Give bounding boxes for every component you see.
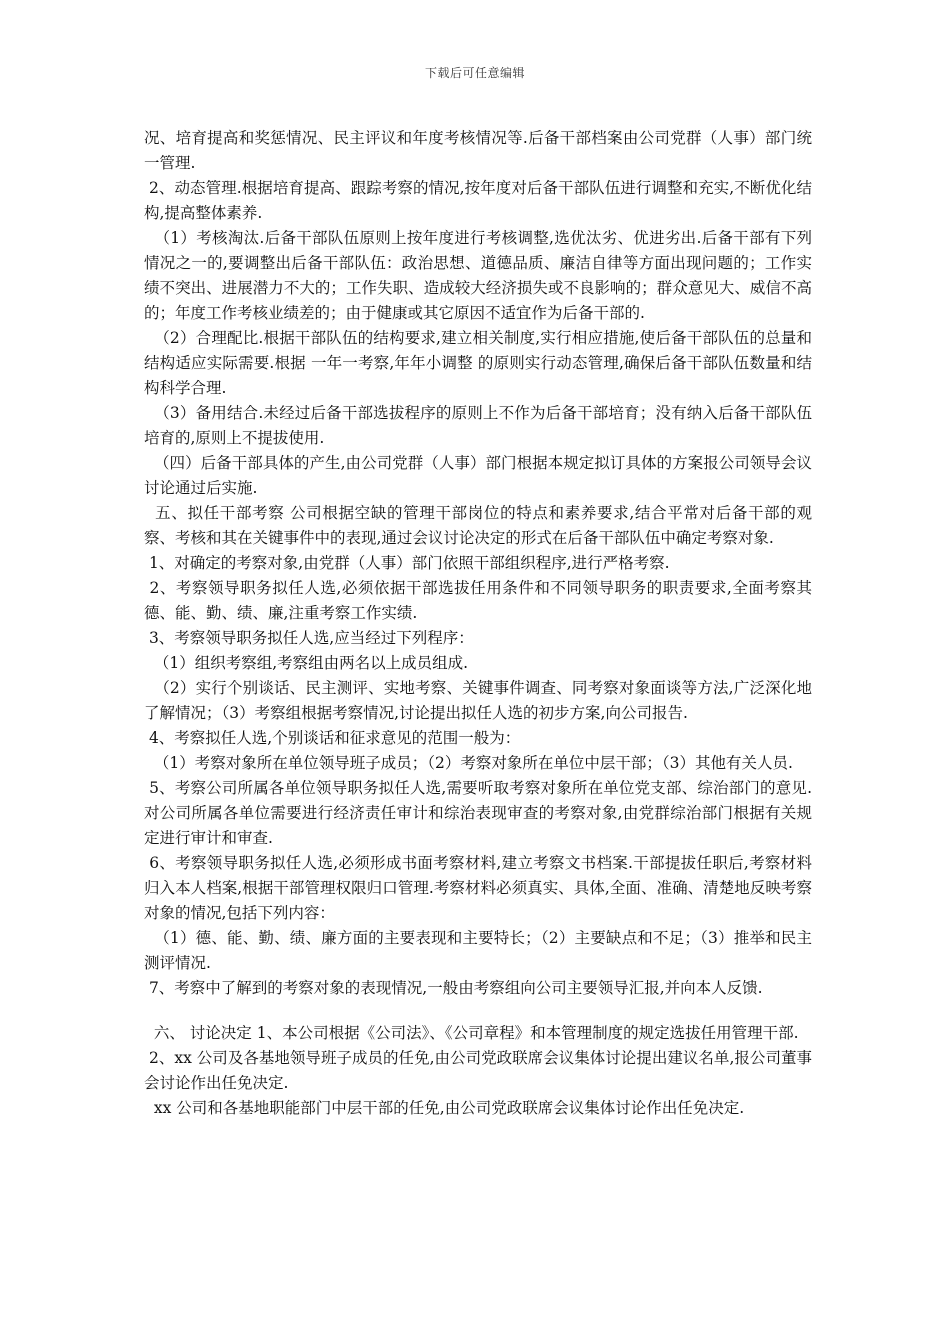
document-body <box>144 126 812 1121</box>
paragraph: 4、考察拟任人选,个别谈话和征求意见的范围一般为： <box>144 729 521 747</box>
paragraph: （2）合理配比.根据干部队伍的结构要求,建立相关制度,实行相应措施,使后备干部队伍的总量和结构适应实际需要.根据 一年一考察,年年小调整 的原则实行动态管理,确保后备干部队伍数量和结构科学合理. <box>144 329 812 397</box>
paragraph: 2、xx 公司及各基地领导班子成员的任免,由公司党政联席会议集体讨论提出建议名单,报公司董事会讨论作出任免决定. <box>144 1049 812 1092</box>
paragraph: （2）实行个别谈话、民主测评、实地考察、关键事件调查、同考察对象面谈等方法,广泛深化地了解情况；（3）考察组根据考察情况,讨论提出拟任人选的初步方案,向公司报告. <box>144 679 812 722</box>
section-heading-paragraph: 六、 讨论决定 1、本公司根据《公司法》、《公司章程》和本管理制度的规定选拔任用管理干部. <box>144 1024 799 1042</box>
paragraph: 1、对确定的考察对象,由党群（人事）部门依照干部组织程序,进行严格考察. <box>144 554 670 572</box>
paragraph: （四）后备干部具体的产生,由公司党群（人事）部门根据本规定拟订具体的方案报公司领导会议讨论通过后实施. <box>144 454 813 497</box>
paragraph: （1）组织考察组,考察组由两名以上成员组成. <box>144 654 469 672</box>
paragraph: （3）备用结合.未经过后备干部选拔程序的原则上不作为后备干部培育；没有纳入后备干部队伍培育的,原则上不提拔使用. <box>144 404 812 447</box>
paragraph: 6、考察领导职务拟任人选,必须形成书面考察材料,建立考察文书档案.干部提拔任职后,考察材料归入本人档案,根据干部管理权限归口管理.考察材料必须真实、具体,全面、准确、清楚地反映考察对象的情况,包括下列内容： <box>144 854 812 922</box>
paragraph: （1）考核淘汰.后备干部队伍原则上按年度进行考核调整,选优汰劣、优进劣出.后备干部有下列情况之一的,要调整出后备干部队伍：政治思想、道德品质、廉洁自律等方面出现问题的；工作实绩不突出、进展潜力不大的；工作失职、造成较大经济损失或不良影响的；群众意见大、威信不高的；年度工作考核业绩差的；由于健康或其它原因不适宜作为后备干部的. <box>144 229 812 322</box>
paragraph: （1）考察对象所在单位领导班子成员；（2）考察对象所在单位中层干部；（3）其他有关人员. <box>144 754 793 772</box>
paragraph: 况、培育提高和奖惩情况、民主评议和年度考核情况等.后备干部档案由公司党群（人事）部门统一管理. <box>144 129 812 172</box>
page-header: 下载后可任意编辑 <box>424 66 525 80</box>
paragraph: 2、动态管理.根据培育提高、跟踪考察的情况,按年度对后备干部队伍进行调整和充实,不断优化结构,提高整体素养. <box>144 179 812 222</box>
paragraph: 3、考察领导职务拟任人选,应当经过下列程序： <box>144 629 474 647</box>
paragraph: xx 公司和各基地职能部门中层干部的任免,由公司党政联席会议集体讨论作出任免决定. <box>144 1099 745 1117</box>
paragraph: 2、考察领导职务拟任人选,必须依据干部选拔任用条件和不同领导职务的职责要求,全面考察其德、能、勤、绩、廉,注重考察工作实绩. <box>144 579 813 622</box>
paragraph: （1）德、能、勤、绩、廉方面的主要表现和主要特长；（2）主要缺点和不足；（3）推举和民主测评情况. <box>144 929 812 972</box>
section-heading-paragraph: 五、拟任干部考察 公司根据空缺的管理干部岗位的特点和素养要求,结合平常对后备干部的观察、考核和其在关键事件中的表现,通过会议讨论决定的形式在后备干部队伍中确定考察对象. <box>144 504 812 547</box>
paragraph: 5、考察公司所属各单位领导职务拟任人选,需要听取考察对象所在单位党支部、综治部门的意见.对公司所属各单位需要进行经济责任审计和综治表现审查的考察对象,由党群综治部门根据有关规定进行审计和审查. <box>144 779 812 847</box>
paragraph: 7、考察中了解到的考察对象的表现情况,一般由考察组向公司主要领导汇报,并向本人反馈. <box>144 979 763 997</box>
